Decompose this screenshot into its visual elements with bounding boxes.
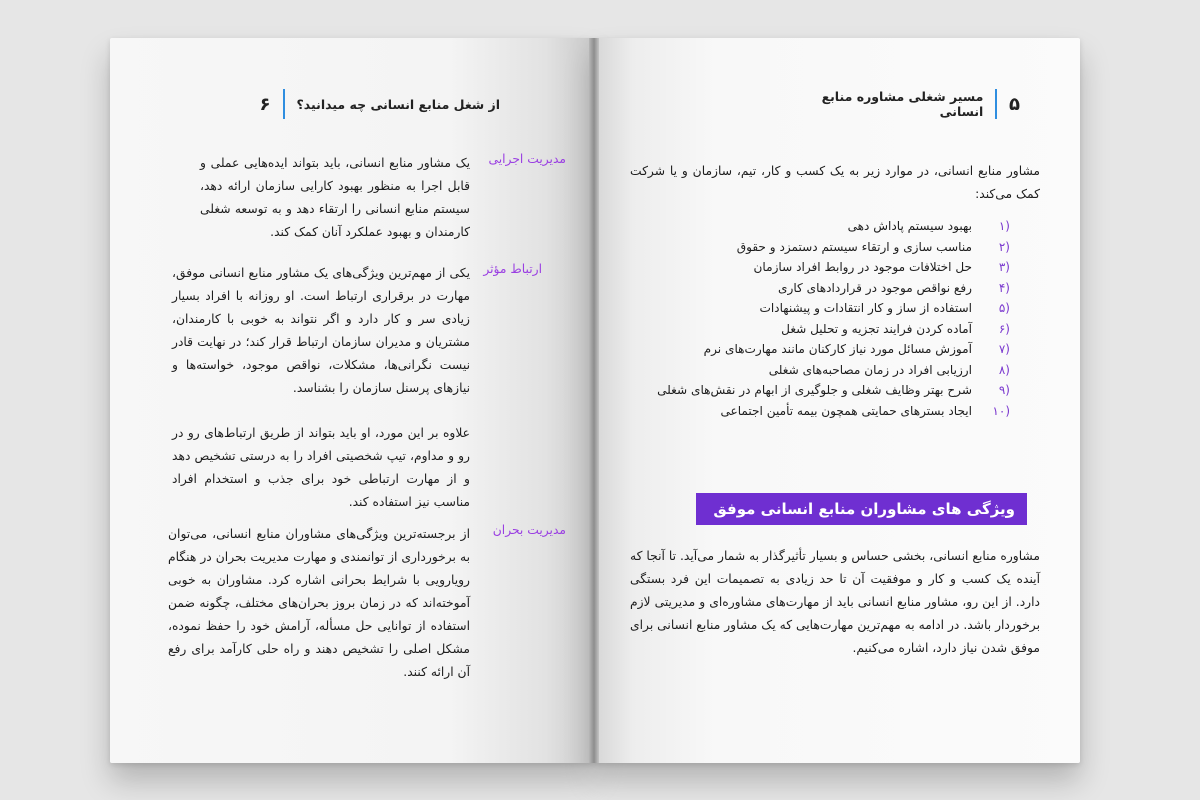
right-header-divider <box>995 89 997 119</box>
list-item-number: ۲) <box>998 239 1010 254</box>
list-item <box>636 257 1010 278</box>
list-item <box>636 319 1010 340</box>
list-item <box>636 360 1010 381</box>
list-item <box>636 278 1010 299</box>
section-heading-banner: ویژگی های مشاوران منابع انسانی موفق <box>696 493 1027 525</box>
list-item <box>636 380 1010 401</box>
list-item <box>636 401 1010 422</box>
left-header-divider <box>283 89 285 119</box>
list-item-number: ۷) <box>998 342 1010 356</box>
list-item-text: ایجاد بسترهای حمایتی همچون بیمه تأمین اجتماعی <box>720 403 972 418</box>
right-page-number: ۵ <box>1009 93 1020 115</box>
list-item-number: ۸) <box>998 362 1010 377</box>
left-page-number: ۶ <box>259 93 271 115</box>
list-item-text: ارزیابی افراد در زمان مصاحبه‌های شغلی <box>768 362 972 377</box>
paragraph-crisis-management: از برجسته‌ترین ویژگی‌های مشاوران منابع انسانی، می‌توان به برخورداری از توانمندی و مهارت مدیریت بحران در هنگام رویارویی با شرایط بحرانی اشاره کرد. مشاوران به خوبی آموخته‌اند که در زمان بروز بحران‌های مختلف، چگونه ضمن استفاده از توانایی حل مسأله، آرامش خود را حفظ نموده، مشکل اصلی را تشخیص دهند و راه حلی کارآمد برای رفع آن ارائه کنند. <box>168 527 470 679</box>
list-item <box>636 216 1010 237</box>
list-item <box>636 237 1010 258</box>
list-item-text: حل اختلافات موجود در روابط افراد سازمان <box>753 260 972 274</box>
services-list <box>636 216 1010 421</box>
right-page-header <box>810 88 1020 120</box>
list-item-text: استفاده از ساز و کار انتقادات و پیشنهادات <box>759 301 972 315</box>
list-item-text: آماده کردن فرایند تجزیه و تحلیل شغل <box>781 321 972 336</box>
list-item-number: ۴) <box>998 280 1010 295</box>
list-item-number: ۱) <box>998 219 1010 233</box>
left-page-header <box>200 88 500 120</box>
list-item-number: ۵) <box>998 301 1010 315</box>
list-item <box>636 339 1010 360</box>
side-label-crisis-management: مدیریت بحران <box>492 523 566 537</box>
list-item-text: شرح بهتر وظایف شغلی و جلوگیری از ابهام در نقش‌های شغلی <box>657 383 972 397</box>
list-item-number: ۱۰) <box>992 403 1010 418</box>
list-item-text: رفع نواقص موجود در قراردادهای کاری <box>778 280 972 295</box>
paragraph-effective-communication-2: علاوه بر این مورد، او باید بتواند از طریق ارتباط‌های رو در رو و مداوم، تیپ شخصیتی افراد را به درستی تشخیص دهد و از مهارت ارتباطی خود برای جذب و استخدام افراد مناسب نیز استفاده کند. <box>172 426 470 509</box>
right-body-paragraph: مشاوره منابع انسانی، بخشی حساس و بسیار تأثیرگذار به شمار می‌آید. تا آنجا که آینده یک کسب و کار و موفقیت آن تا حد زیادی به تصمیمات این فرد بستگی دارد. از این رو، مشاور منابع انسانی باید از مهارت‌های مشاوره‌ای و مدیریتی لازم برخوردار باشد. در ادامه به مهم‌ترین مهارت‌هایی که یک مشاور منابع انسانی برای موفق شدن نیاز دارد، اشاره می‌کنیم. <box>630 549 1040 655</box>
list-item-text: بهبود سیستم پاداش دهی <box>847 219 972 233</box>
side-label-effective-communication: ارتباط مؤثر <box>483 262 542 276</box>
side-label-executive-management: مدیریت اجرایی <box>488 152 566 166</box>
paragraph-executive-management: یک مشاور منابع انسانی، باید بتواند ایده‌هایی عملی و قابل اجرا به منظور بهبود کارایی سازمان ارائه دهد، سیستم منابع انسانی را ارتقاء دهد و به توسعه شغلی کارمندان و بهبود عملکرد آنان کمک کند. <box>200 156 470 239</box>
list-item-text: مناسب سازی و ارتقاء سیستم دستمزد و حقوق <box>736 239 972 254</box>
right-header-title: مسیر شغلی مشاوره منابع انسانی <box>821 89 984 119</box>
left-header-title: از شغل منابع انسانی چه میدانید؟ <box>296 96 500 112</box>
list-item-number: ۶) <box>998 321 1010 336</box>
list-item-number: ۹) <box>998 383 1010 397</box>
book-spine <box>589 38 599 763</box>
list-item <box>636 298 1010 319</box>
paragraph-effective-communication: یکی از مهم‌ترین ویژگی‌های یک مشاور منابع انسانی موفق، مهارت در برقراری ارتباط است. او روزانه با افراد بسیار زیادی سر و کار دارد و اگر نتواند به خوبی با کارمندان، مشتریان و مدیران سازمان ارتباط قرار کند؛ در نهایت قادر نیست نگرانی‌ها، مشکلات، نواقص موجود، خواسته‌ها و نیازهای پرسنل سازمان را بشناسد. <box>172 266 470 395</box>
right-intro-paragraph: مشاور منابع انسانی، در موارد زیر به یک کسب و کار، تیم، سازمان و یا شرکت کمک می‌کند: <box>630 164 1040 201</box>
list-item-number: ۳) <box>998 260 1010 274</box>
list-item-text: آموزش مسائل مورد نیاز کارکنان مانند مهارت‌های نرم <box>703 342 972 356</box>
